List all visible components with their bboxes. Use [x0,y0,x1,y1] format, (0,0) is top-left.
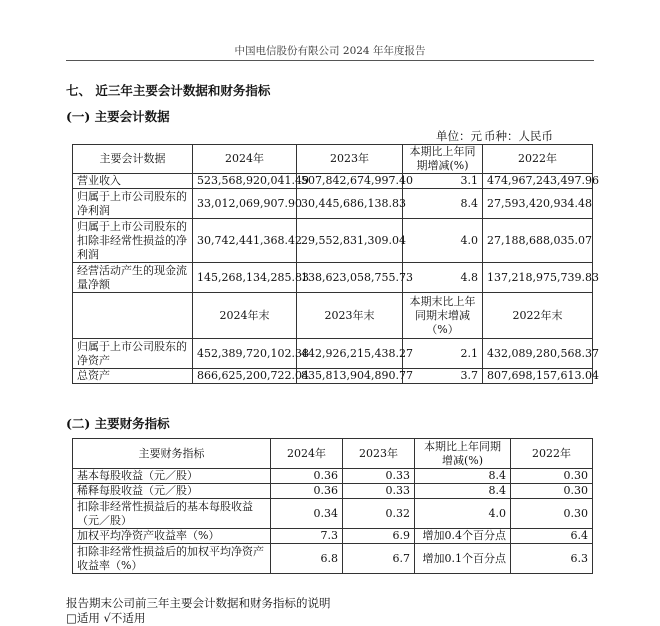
cell-value: 7.3 [271,529,343,544]
cell-value: 145,268,134,285.83 [193,263,297,293]
header-cell: 2022年 [511,439,593,469]
cell-value: 3.1 [403,174,483,189]
cell-value: 866,625,200,722.04 [193,369,297,384]
cell-value: 432,089,280,568.37 [483,339,593,369]
cell-value: 27,188,688,035.07 [483,219,593,263]
currency-label: 币种：人民币 [484,129,553,143]
cell-value: 2.1 [403,339,483,369]
unit-label: 单位：元 [436,129,482,143]
header-divider [66,60,594,61]
row-label: 稀释每股收益（元／股） [73,484,271,499]
cell-value: 27,593,420,934.48 [483,189,593,219]
header-cell: 2024年 [193,145,297,174]
cell-value: 6.9 [343,529,415,544]
cell-value: 442,926,215,438.27 [297,339,403,369]
header-cell: 本期比上年同期增减(%) [415,439,511,469]
header-cell: 主要会计数据 [73,145,193,174]
cell-value: 474,967,243,497.96 [483,174,593,189]
row-label: 归属于上市公司股东的扣除非经常性损益的净利润 [73,219,193,263]
cell-value: 523,568,920,041.49 [193,174,297,189]
table-row [73,499,593,529]
subsection-title-financial-indicators: (二) 主要财务指标 [66,416,170,431]
row-label: 归属于上市公司股东的净利润 [73,189,193,219]
row-label: 扣除非经常性损益后的基本每股收益（元／股） [73,499,271,529]
header-cell: 2023年 [297,145,403,174]
row-label: 归属于上市公司股东的净资产 [73,339,193,369]
header-cell: 2024年 [271,439,343,469]
financial-indicators-table [72,438,593,574]
header-cell: 2022年 [483,145,593,174]
explanation-note: 报告期末公司前三年主要会计数据和财务指标的说明 [66,596,331,610]
cell-value: 807,698,157,613.04 [483,369,593,384]
subsection-title-accounting-data: (一) 主要会计数据 [66,109,170,124]
row-label: 扣除非经常性损益后的加权平均净资产收益率（%） [73,544,271,574]
header-cell: 2023年末 [297,293,403,339]
cell-value: 0.33 [343,484,415,499]
cell-value: 452,389,720,102.38 [193,339,297,369]
cell-value: 8.4 [415,469,511,484]
cell-value: 4.0 [403,219,483,263]
header-cell: 2022年末 [483,293,593,339]
cell-value: 137,218,975,739.83 [483,263,593,293]
table-header-row [73,293,593,339]
row-label: 经营活动产生的现金流量净额 [73,263,193,293]
cell-value: 8.4 [403,189,483,219]
cell-value: 6.7 [343,544,415,574]
cell-value: 0.30 [511,469,593,484]
table-row [73,469,593,484]
table-row [73,529,593,544]
cell-value: 33,012,069,907.90 [193,189,297,219]
cell-value: 507,842,674,997.40 [297,174,403,189]
cell-value: 30,742,441,368.42 [193,219,297,263]
accounting-data-table [72,144,599,384]
table-row [73,484,593,499]
cell-value: 3.7 [403,369,483,384]
cell-value: 6.8 [271,544,343,574]
cell-value: 29,552,831,309.04 [297,219,403,263]
header-cell: 主要财务指标 [73,439,271,469]
cell-value: 0.36 [271,484,343,499]
cell-value: 30,445,686,138.83 [297,189,403,219]
cell-value: 0.36 [271,469,343,484]
cell-value: 4.8 [403,263,483,293]
table-row [73,174,593,189]
header-cell: 本期末比上年同期末增减（%） [403,293,483,339]
row-label: 营业收入 [73,174,193,189]
cell-value: 0.30 [511,484,593,499]
cell-value: 0.33 [343,469,415,484]
header-cell: 2024年末 [193,293,297,339]
table-row [73,219,593,263]
row-label: 总资产 [73,369,193,384]
cell-value: 0.34 [271,499,343,529]
header-cell [73,293,193,339]
header-cell: 2023年 [343,439,415,469]
table-row [73,189,593,219]
cell-value: 6.4 [511,529,593,544]
cell-value: 增加0.4个百分点 [415,529,511,544]
table-row [73,369,593,384]
row-label: 基本每股收益（元／股） [73,469,271,484]
applicability-checkboxes: □适用 √不适用 [66,611,146,625]
table-header-row [73,145,593,174]
page-header: 中国电信股份有限公司 2024 年年度报告 [234,45,426,57]
table-row [73,263,593,293]
cell-value: 增加0.1个百分点 [415,544,511,574]
cell-value: 0.32 [343,499,415,529]
table-row [73,339,593,369]
table-row [73,544,593,574]
cell-value: 0.30 [511,499,593,529]
cell-value: 4.0 [415,499,511,529]
cell-value: 835,813,904,890.77 [297,369,403,384]
header-cell: 本期比上年同期增减(%) [403,145,483,174]
cell-value: 138,623,058,755.73 [297,263,403,293]
row-label: 加权平均净资产收益率（%） [73,529,271,544]
cell-value: 8.4 [415,484,511,499]
table-header-row [73,439,593,469]
section-title: 七、 近三年主要会计数据和财务指标 [66,83,271,98]
cell-value: 6.3 [511,544,593,574]
